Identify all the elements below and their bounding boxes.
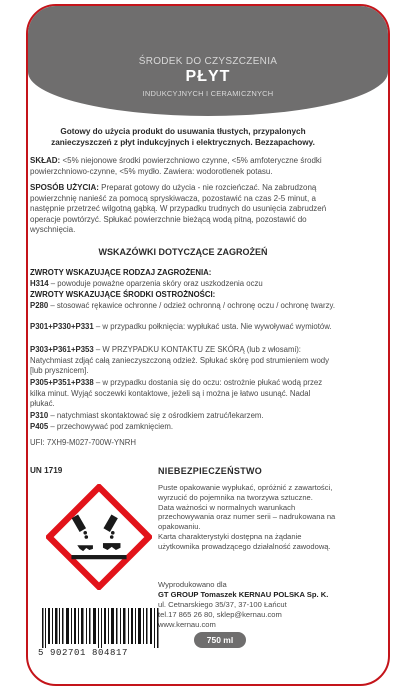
p301-text: – w przypadku połknięcia: wypłukać usta. Nie wywoływać wymiotów.	[93, 322, 332, 331]
composition-paragraph	[30, 156, 336, 177]
usage-text: Preparat gotowy do użycia - nie rozcieńczać. Na zabrudzoną powierzchnię nanieść za pomocą spryskiwacza, pozostawić na czas 2-5 minut, a następnie przetrzeć wilgotną gąbką. W przypadku trudnych do usunięcia zabrudzeń operacje powtórzyć. Spłukać powierzchnie bieżącą wodą pitną, pozostawić do wyschnięcia.	[30, 183, 327, 234]
p303-text: – W PRZYPADKU KONTAKTU ZE SKÓRĄ (lub z włosami): Natychmiast zdjąć całą zanieczyszczoną odzież. Spłukać skórę pod strumieniem wody [lub prysznicem].	[30, 345, 330, 375]
p405-code: P405	[30, 422, 49, 431]
corrosive-pictogram-icon	[46, 484, 152, 590]
p301-code: P301+P330+P331	[30, 322, 94, 331]
company-contact: tel.17 865 26 80, sklep@kernau.com	[158, 610, 282, 619]
produced-by: Wyprodukowano dla	[158, 580, 227, 589]
p301-statement	[30, 322, 336, 333]
header-subtitle-top: ŚRODEK DO CZYSZCZENIA	[138, 56, 278, 67]
h314-text: – powoduje poważne oparzenia skóry oraz uszkodzenia oczu	[48, 279, 263, 288]
p280-text: – stosować rękawice ochronne / odzież ochronną / ochronę oczu / ochronę twarzy.	[48, 301, 335, 310]
hazard-heading-1: ZWROTY WSKAZUJĄCE RODZAJ ZAGROŻENIA:	[30, 268, 212, 277]
p310-text: – natychmiast skontaktować się z ośrodkiem zatruć/lekarzem.	[48, 411, 264, 420]
un-number: UN 1719	[30, 466, 63, 475]
company-address: ul. Cetnarskiego 35/37, 37-100 Łańcut	[158, 600, 287, 609]
header-title: PŁYT	[185, 68, 231, 85]
p280-statement	[30, 301, 336, 312]
precautions-block	[158, 483, 336, 552]
p310-code: P310	[30, 411, 49, 420]
composition-label: SKŁAD:	[30, 156, 61, 165]
ufi-code: UFI: 7XH9-M027-700W-YNRH	[30, 438, 137, 447]
p305-statement	[30, 378, 336, 410]
volume-badge: 750 ml	[194, 632, 246, 648]
hazard-heading-2: ZWROTY WSKAZUJĄCE ŚRODKI OSTROŻNOŚCI:	[30, 290, 216, 299]
company-name: GT GROUP Tomaszek KERNAU POLSKA Sp. K.	[158, 590, 329, 599]
p405-text: – przechowywać pod zamknięciem.	[48, 422, 174, 431]
composition-text: <5% niejonowe środki powierzchniowo czynne, <5% amfoteryczne środki powierzchniowo-czynne, <5% mydło. Zawiera: wodorotlenek potasu.	[30, 156, 322, 176]
p405-statement	[30, 422, 336, 433]
p303-code: P303+P361+P353	[30, 345, 94, 354]
label-header	[28, 6, 388, 116]
p305-code: P305+P351+P338	[30, 378, 94, 387]
signal-word: NIEBEZPIECZEŃSTWO	[158, 466, 263, 476]
disposal-text: Puste opakowanie wypłukać, opróżnić z zawartości, wyrzucić do pojemnika na tworzywa sztuczne.	[158, 483, 333, 502]
hazard-section-title: WSKAZÓWKI DOTYCZĄCE ZAGROŻEŃ	[98, 247, 268, 257]
barcode-icon	[38, 608, 166, 648]
usage-label: SPOSÓB UŻYCIA:	[30, 183, 99, 192]
header-subtitle-bottom: INDUKCYJNYCH I CERAMICZNYCH	[142, 89, 274, 98]
company-website: www.kernau.com	[158, 620, 216, 629]
p280-code: P280	[30, 301, 49, 310]
safety-sheet-text: Karta charakterystyki dostępna na żądanie użytkownika prowadzącego działalność zawodową.	[158, 531, 331, 551]
h314-code: H314	[30, 279, 49, 288]
p305-text: – w przypadku dostania się do oczu: ostrożnie płukać wodą przez kilka minut. Wyjąć soczewki kontaktowe, jeżeli są i można je łatwo usunąć. Nadal płukać.	[30, 378, 323, 408]
p303-statement	[30, 345, 336, 377]
barcode-number: 5 902701 804817	[38, 648, 129, 658]
p310-statement	[30, 411, 336, 422]
h314-statement	[30, 279, 336, 290]
manufacturer-block	[158, 580, 336, 630]
usage-paragraph	[30, 183, 336, 236]
expiry-text: Data ważności w normalnych warunkach przechowywania oraz numer serii – nadrukowana na opakowaniu.	[158, 502, 336, 532]
product-intro: Gotowy do użycia produkt do usuwania tłustych, przypalonych zanieczyszczeń z płyt indukcyjnych i elektrycznych. Bezzapachowy.	[51, 127, 315, 147]
